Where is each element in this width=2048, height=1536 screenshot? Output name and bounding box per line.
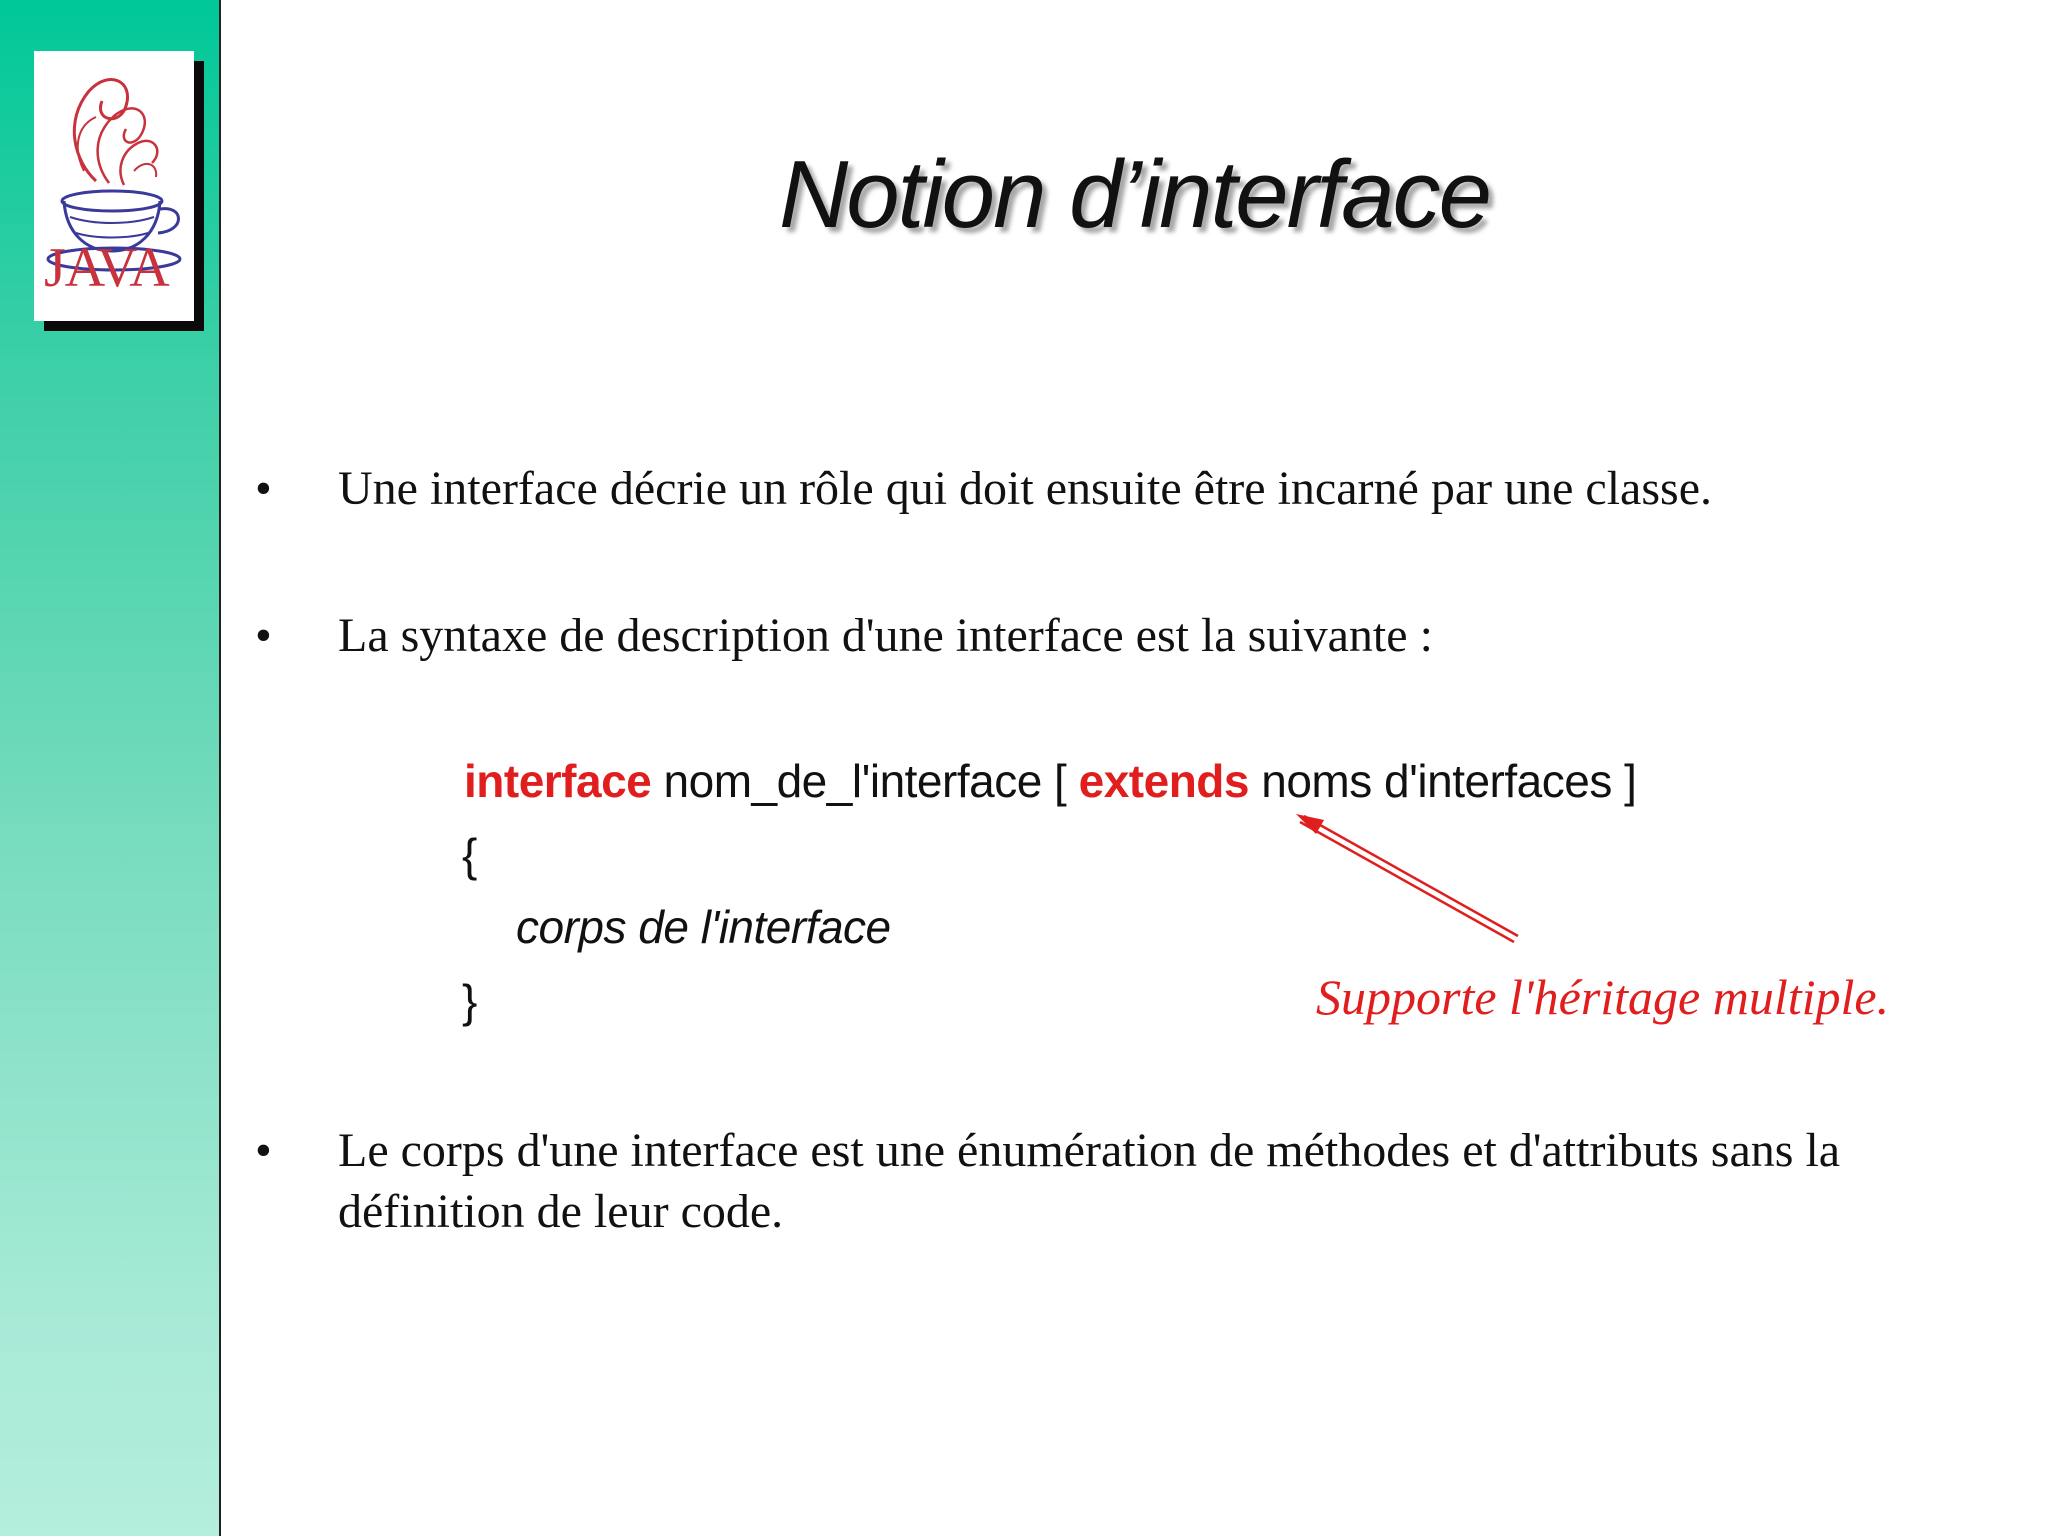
slide-title: Notion d’interface <box>778 141 1491 248</box>
code-keyword-interface: interface <box>464 755 652 807</box>
code-body: corps de l'interface <box>516 901 891 953</box>
code-parent-names: noms d'interfaces ] <box>1248 755 1637 807</box>
bullet-text: Une interface décrie un rôle qui doit ensuite être incarné par une classe. <box>338 462 1713 515</box>
java-logo-label: JAVA <box>44 237 169 299</box>
bullet-marker: • <box>255 1124 272 1177</box>
bullet-text: Le corps d'une interface est une énumération de méthodes et d'attributs sans la définition de leur code. <box>338 1124 1841 1238</box>
annotation-arrow <box>1280 800 1530 950</box>
bullet-marker: • <box>255 609 272 662</box>
code-close-brace: } <box>462 975 477 1027</box>
code-interface-name: nom_de_l'interface [ <box>651 755 1079 807</box>
bullet-marker: • <box>255 462 272 515</box>
annotation-text: Supporte l'héritage multiple. <box>1316 969 1890 1025</box>
code-keyword-extends: extends <box>1078 755 1249 807</box>
code-open-brace: { <box>462 829 477 881</box>
sidebar-band <box>0 0 221 1536</box>
bullet-text: La syntaxe de description d'une interface est la suivante : <box>338 609 1433 662</box>
